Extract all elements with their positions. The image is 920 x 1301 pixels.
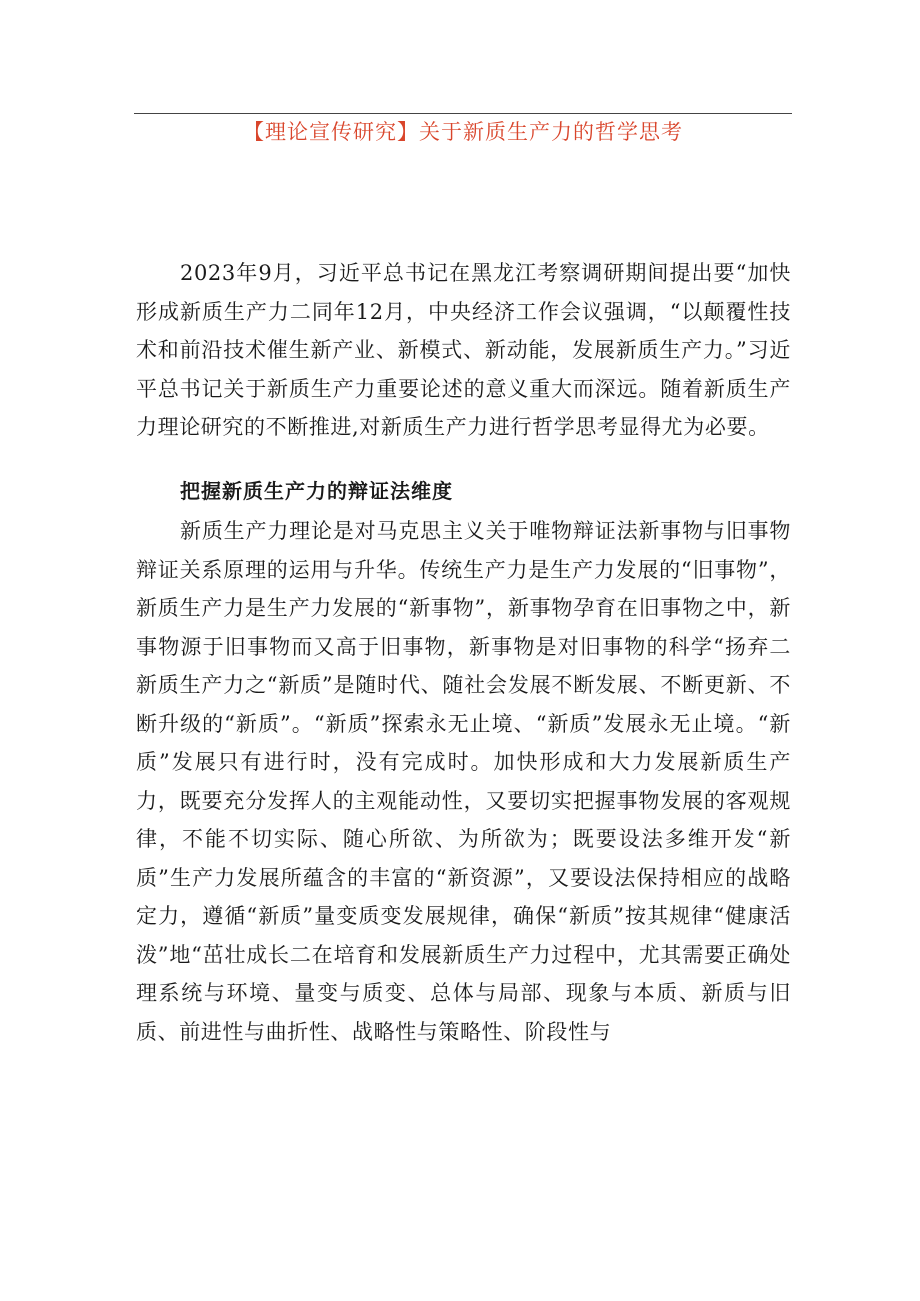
section-heading: 把握新质生产力的辩证法维度 bbox=[180, 479, 453, 503]
header-rule bbox=[134, 113, 792, 114]
body-paragraph: 新质生产力理论是对马克思主义关于唯物辩证法新事物与旧事物辩证关系原理的运用与升华。传统生产力是生产力发展的“旧事物”，新质生产力是生产力发展的“新事物”，新事物孕育在旧事物之中，新事物源于旧事物而又高于旧事物，新事物是对旧事物的科学“扬弃二新质生产力之“新质”是随时代、随社会发展不断发展、不断更新、不断升级的“新质”。“新质”探索永无止境、“新质”发展永无止境。“新质”发展只有进行时，没有完成时。加快形成和大力发展新质生产力，既要充分发挥人的主观能动性，又要切实把握事物发展的客观规律，不能不切实际、随心所欲、为所欲为；既要设法多维开发“新质”生产力发展所蕴含的丰富的“新资源”，又要设法保持相应的战略定力，遵循“新质”量变质变发展规律，确保“新质”按其规律“健康活泼”地“茁壮成长二在培育和发展新质生产力过程中，尤其需要正确处理系统与环境、量变与质变、总体与局部、现象与本质、新质与旧质、前进性与曲折性、战略性与策略性、阶段性与 bbox=[136, 519, 791, 1044]
document-title: 【理论宣传研究】关于新质生产力的哲学思考 bbox=[243, 120, 683, 144]
intro-paragraph: 2023年9月，习近平总书记在黑龙江考察调研期间提出要“加快形成新质生产力二同年12月，中央经济工作会议强调，“以颠覆性技术和前沿技术催生新产业、新模式、新动能，发展新质生产力。”习近平总书记关于新质生产力重要论述的意义重大而深远。随着新质生产力理论研究的不断推进,对新质生产力进行哲学思考显得尤为必要。 bbox=[136, 261, 791, 439]
